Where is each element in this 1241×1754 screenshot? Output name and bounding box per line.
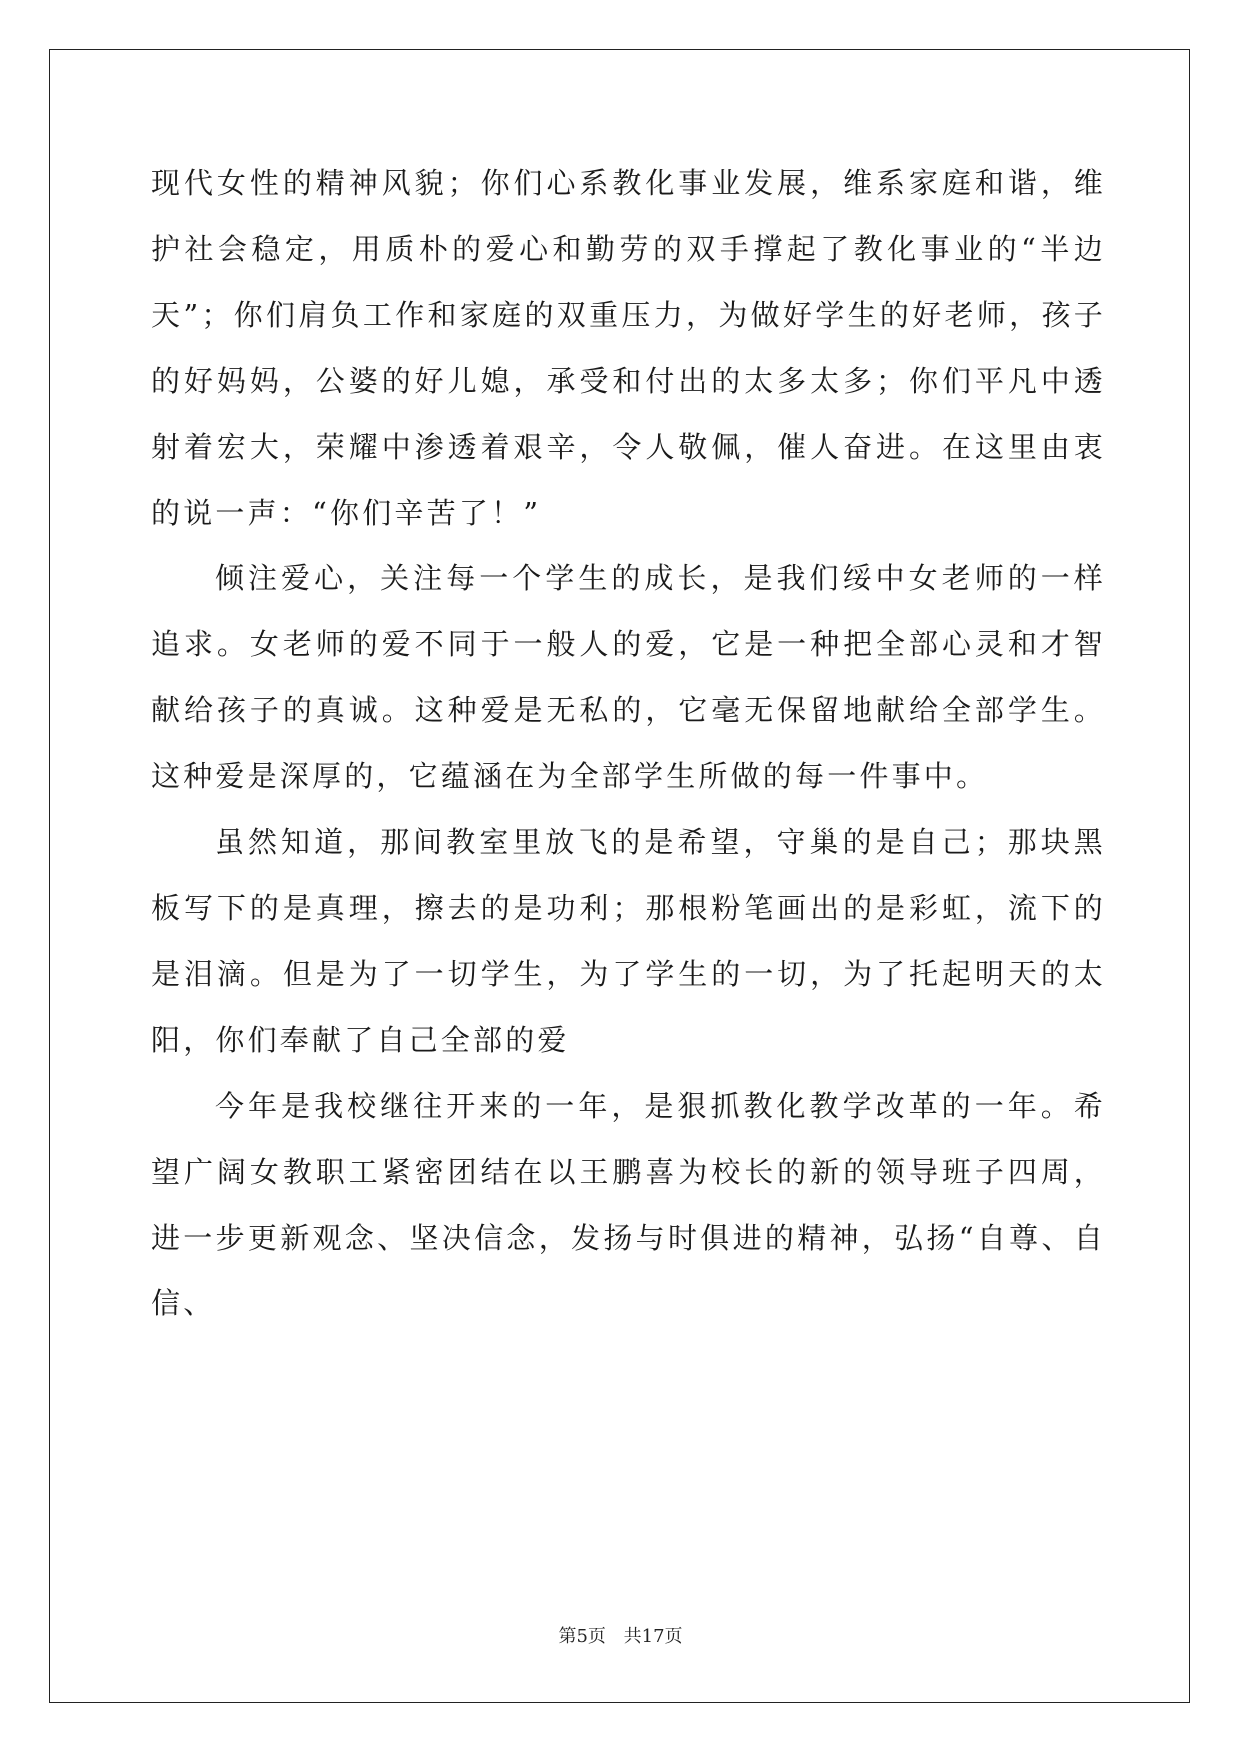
paragraph: 今年是我校继往开来的一年，是狠抓教化教学改革的一年。希望广阔女教职工紧密团结在以王鹏喜为校长的新的领导班子四周，进一步更新观念、坚决信念，发扬与时俱进的精神，弘扬“自尊、自信、 xyxy=(151,1088,1106,1321)
document-body xyxy=(151,151,1106,1337)
paragraph: 现代女性的精神风貌；你们心系教化事业发展，维系家庭和谐，维护社会稳定，用质朴的爱心和勤劳的双手撑起了教化事业的“半边天”；你们肩负工作和家庭的双重压力，为做好学生的好老师，孩子的好妈妈，公婆的好儿媳，承受和付出的太多太多；你们平凡中透射着宏大，荣耀中渗透着艰辛，令人敬佩，催人奋进。在这里由衷的说一声：“你们辛苦了！” xyxy=(151,166,1106,530)
page-total: 共17页 xyxy=(623,1626,683,1647)
paragraph: 虽然知道，那间教室里放飞的是希望，守巢的是自己；那块黑板写下的是真理，擦去的是功利；那根粉笔画出的是彩虹，流下的是泪滴。但是为了一切学生，为了学生的一切，为了托起明天的太阳，你们奉献了自己全部的爱 xyxy=(151,825,1106,1057)
paragraph: 倾注爱心，关注每一个学生的成长，是我们绥中女老师的一样追求。女老师的爱不同于一般人的爱，它是一种把全部心灵和才智献给孩子的真诚。这种爱是无私的，它毫无保留地献给全部学生。这种爱是深厚的，它蕴涵在为全部学生所做的每一件事中。 xyxy=(151,561,1106,794)
page-number: 第5页 xyxy=(558,1626,606,1647)
page-footer xyxy=(0,1622,1241,1648)
